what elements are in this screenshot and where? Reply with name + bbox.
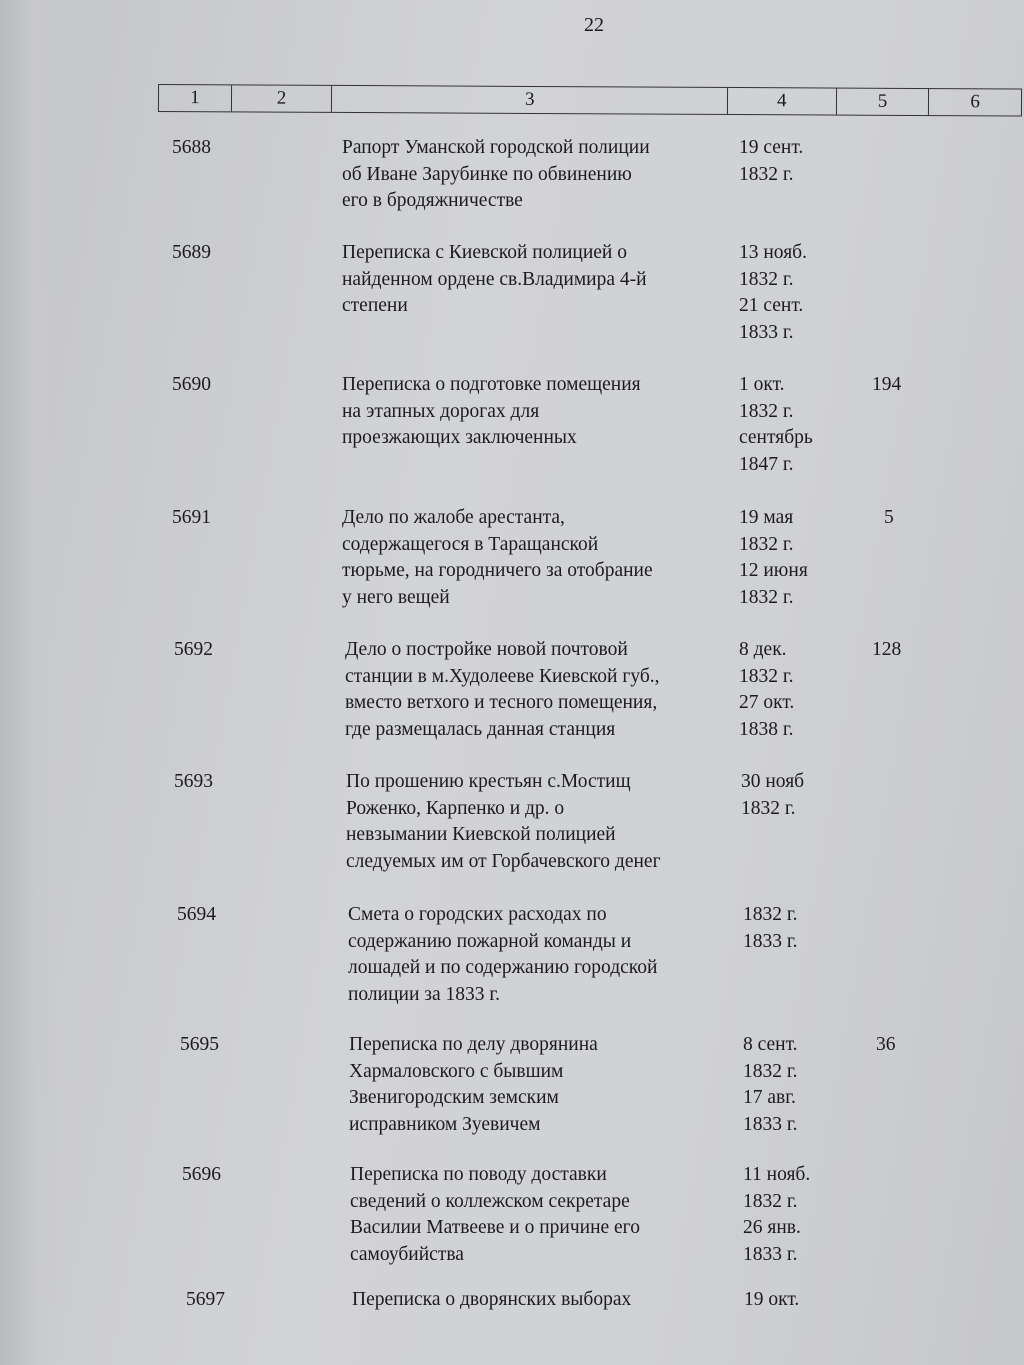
record-number: 5692 [174,639,213,660]
record-dates: 11 нояб. 1832 г. 26 янв. 1833 г. [743,1164,811,1265]
record-description: Переписка о подготовке помещения на этапных дорогах для проезжающих заключенных [342,374,641,448]
record-number: 5690 [172,374,211,395]
record-number: 5689 [172,242,211,263]
record-description: Переписка по делу дворянина Хармаловского с бывшим Звенигородским земским исправником Зуевичем [349,1034,598,1135]
record-pages: 128 [872,639,902,660]
record-description: Дело по жалобе арестанта, содержащегося в Таращанской тюрьме, на городничего за отобрание у него вещей [342,507,653,608]
page-edge-shadow [0,0,60,1365]
record-dates: 19 окт. [744,1289,800,1310]
record-description: По прошению крестьян с.Мостищ Роженко, Карпенко и др. о невзымании Киевской полицией следуемых им от Горбачевского денег [346,771,661,872]
header-col-5: 5 [837,89,930,115]
record-number: 5691 [172,507,211,528]
record-dates: 13 нояб. 1832 г. 21 сент. 1833 г. [739,242,807,343]
header-col-4: 4 [728,88,837,115]
header-col-1: 1 [159,85,232,111]
record-description: Переписка по поводу доставки сведений о коллежском секретаре Василии Матвееве и о причине его самоубийства [350,1164,640,1265]
header-col-3: 3 [332,86,728,114]
record-number: 5697 [186,1289,225,1310]
record-number: 5688 [172,137,211,158]
record-pages: 5 [884,507,894,528]
record-dates: 19 мая 1832 г. 12 июня 1832 г. [739,507,808,608]
record-pages: 194 [872,374,902,395]
header-col-2: 2 [232,85,333,112]
header-col-6: 6 [970,91,980,113]
table-header [158,84,1022,117]
record-pages: 36 [876,1034,896,1055]
record-number: 5694 [177,904,216,925]
record-dates: 8 дек. 1832 г. 27 окт. 1838 г. [739,639,795,740]
page-number: 22 [584,14,604,36]
record-number: 5696 [182,1164,221,1185]
record-dates: 30 нояб 1832 г. [741,771,805,819]
record-dates: 19 сент. 1832 г. [739,137,804,185]
record-dates: 1832 г. 1833 г. [743,904,798,952]
record-description: Переписка о дворянских выборах [352,1289,632,1310]
record-description: Рапорт Уманской городской полиции об Иване Зарубинке по обвинению его в бродяжничестве [342,137,650,211]
record-number: 5693 [174,771,213,792]
record-description: Переписка с Киевской полицией о найденном ордене св.Владимира 4-й степени [342,242,647,316]
record-dates: 1 окт. 1832 г. сентябрь 1847 г. [739,374,813,475]
record-dates: 8 сент. 1832 г. 17 авг. 1833 г. [743,1034,798,1135]
record-number: 5695 [180,1034,219,1055]
record-description: Смета о городских расходах по содержанию пожарной команды и лошадей и по содержанию городской полиции за 1833 г. [348,904,658,1005]
record-description: Дело о постройке новой почтовой станции в м.Худолееве Киевской губ., вместо ветхого и тесного помещения, где размещалась данная станция [345,639,660,740]
